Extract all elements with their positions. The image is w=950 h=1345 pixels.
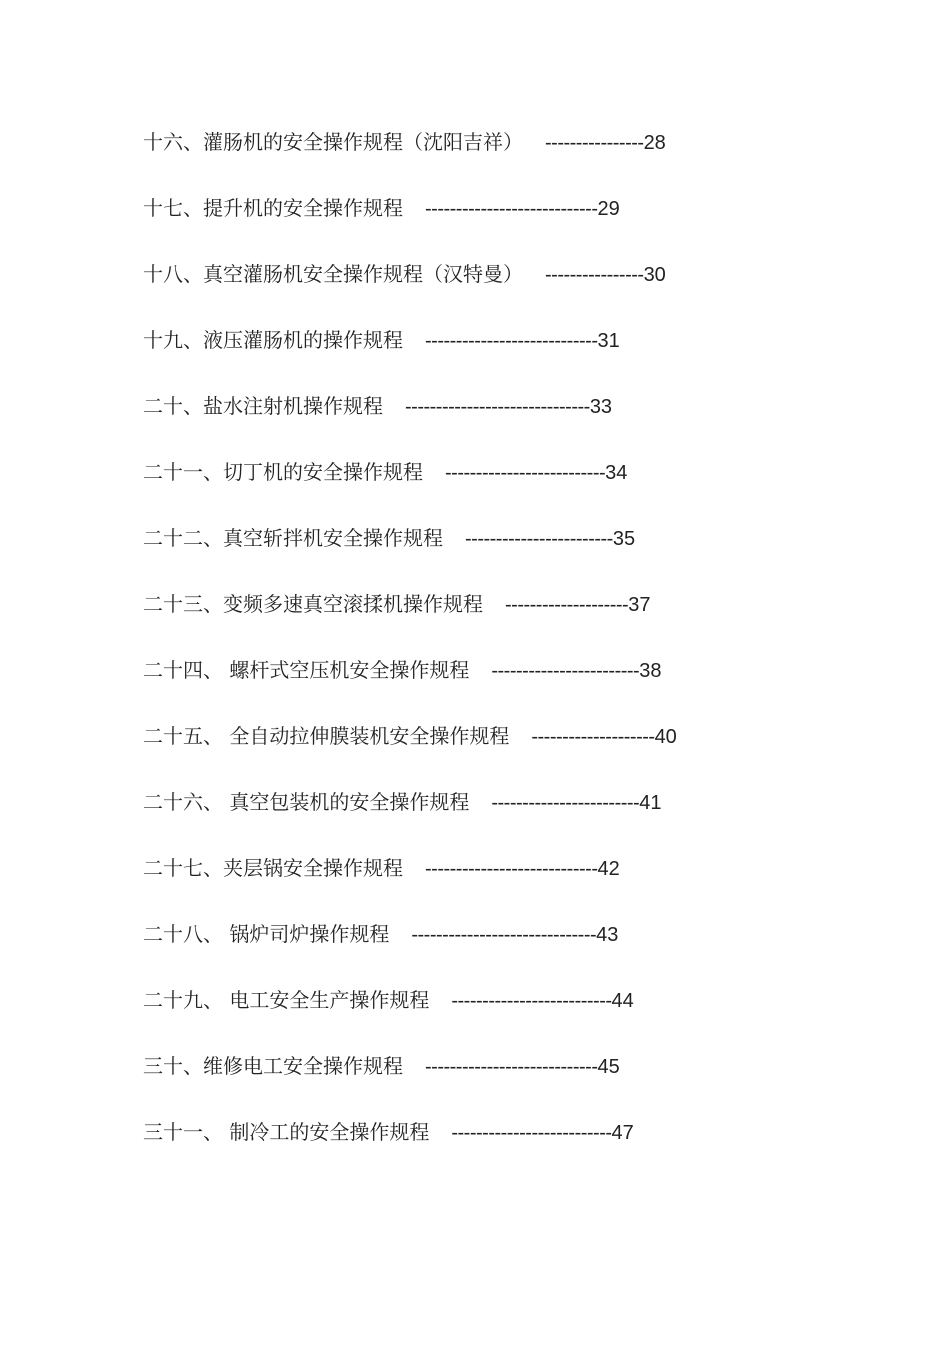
toc-entry-title: 二十一、切丁机的安全操作规程 <box>143 460 423 484</box>
toc-entry-leader: -------------------------- <box>445 462 606 484</box>
toc-entry-title: 二十七、夹层锅安全操作规程 <box>143 856 403 880</box>
toc-entry <box>143 1118 863 1184</box>
toc-entry-leader: ------------------------------ <box>405 396 590 418</box>
toc-entry-page: 37 <box>628 594 651 616</box>
toc-entry-leader: ------------------------ <box>465 528 613 550</box>
toc-entry-title: 二十九、 电工安全生产操作规程 <box>143 988 430 1012</box>
toc-entry <box>143 194 863 260</box>
toc-entry <box>143 260 863 326</box>
toc-entry-page: 34 <box>605 462 628 484</box>
toc-entry-title: 二十六、 真空包装机的安全操作规程 <box>143 790 470 814</box>
toc-entry-leader: -------------------------- <box>451 990 612 1012</box>
toc-entry-leader: ---------------------------- <box>425 330 598 352</box>
table-of-contents <box>143 128 863 1184</box>
toc-entry-title: 二十五、 全自动拉伸膜装机安全操作规程 <box>143 724 510 748</box>
toc-entry-leader: -------------------- <box>531 726 655 748</box>
toc-entry <box>143 986 863 1052</box>
toc-entry <box>143 656 863 722</box>
toc-entry-page: 45 <box>597 1056 620 1078</box>
toc-entry-title: 二十三、变频多速真空滚揉机操作规程 <box>143 592 483 616</box>
toc-entry-title: 二十八、 锅炉司炉操作规程 <box>143 922 390 946</box>
toc-entry-page: 42 <box>597 858 620 880</box>
toc-entry <box>143 458 863 524</box>
toc-entry-title: 十七、提升机的安全操作规程 <box>143 196 403 220</box>
toc-entry-leader: -------------------------- <box>451 1122 612 1144</box>
toc-entry-title: 三十一、 制冷工的安全操作规程 <box>143 1120 430 1144</box>
toc-entry-leader: ------------------------ <box>491 660 640 682</box>
toc-entry-leader: ---------------------------- <box>425 198 598 220</box>
toc-entry-leader: ------------------------------ <box>411 924 597 946</box>
toc-entry-page: 28 <box>643 132 666 154</box>
toc-entry-page: 38 <box>639 660 662 682</box>
toc-entry-leader: ---------------------------- <box>425 1056 598 1078</box>
toc-entry-page: 43 <box>596 924 619 946</box>
toc-entry-leader: ---------------- <box>545 132 644 154</box>
toc-entry-page: 40 <box>654 726 677 748</box>
toc-entry-page: 47 <box>611 1122 634 1144</box>
toc-entry <box>143 1052 863 1118</box>
toc-entry <box>143 590 863 656</box>
toc-entry <box>143 326 863 392</box>
toc-entry <box>143 524 863 590</box>
toc-entry-leader: ------------------------ <box>491 792 640 814</box>
toc-entry-leader: ---------------- <box>545 264 644 286</box>
toc-entry <box>143 722 863 788</box>
toc-entry-leader: ---------------------------- <box>425 858 598 880</box>
toc-entry-title: 十八、真空灌肠机安全操作规程（汉特曼） <box>143 262 523 286</box>
toc-entry-page: 31 <box>597 330 620 352</box>
toc-entry-title: 十六、灌肠机的安全操作规程（沈阳吉祥） <box>143 130 523 154</box>
toc-entry-title: 二十、盐水注射机操作规程 <box>143 394 383 418</box>
toc-entry <box>143 920 863 986</box>
toc-entry-page: 41 <box>639 792 662 814</box>
toc-entry-title: 二十二、真空斩拌机安全操作规程 <box>143 526 443 550</box>
toc-entry <box>143 392 863 458</box>
toc-entry-title: 三十、维修电工安全操作规程 <box>143 1054 403 1078</box>
toc-entry <box>143 788 863 854</box>
toc-entry-title: 二十四、 螺杆式空压机安全操作规程 <box>143 658 470 682</box>
toc-entry <box>143 128 863 194</box>
toc-entry-page: 29 <box>597 198 620 220</box>
toc-entry-page: 35 <box>612 528 636 550</box>
toc-entry-page: 33 <box>589 396 613 418</box>
toc-entry-page: 44 <box>611 990 634 1012</box>
toc-entry <box>143 854 863 920</box>
toc-entry-leader: -------------------- <box>505 594 629 616</box>
toc-entry-title: 十九、液压灌肠机的操作规程 <box>143 328 403 352</box>
toc-entry-page: 30 <box>643 264 666 286</box>
